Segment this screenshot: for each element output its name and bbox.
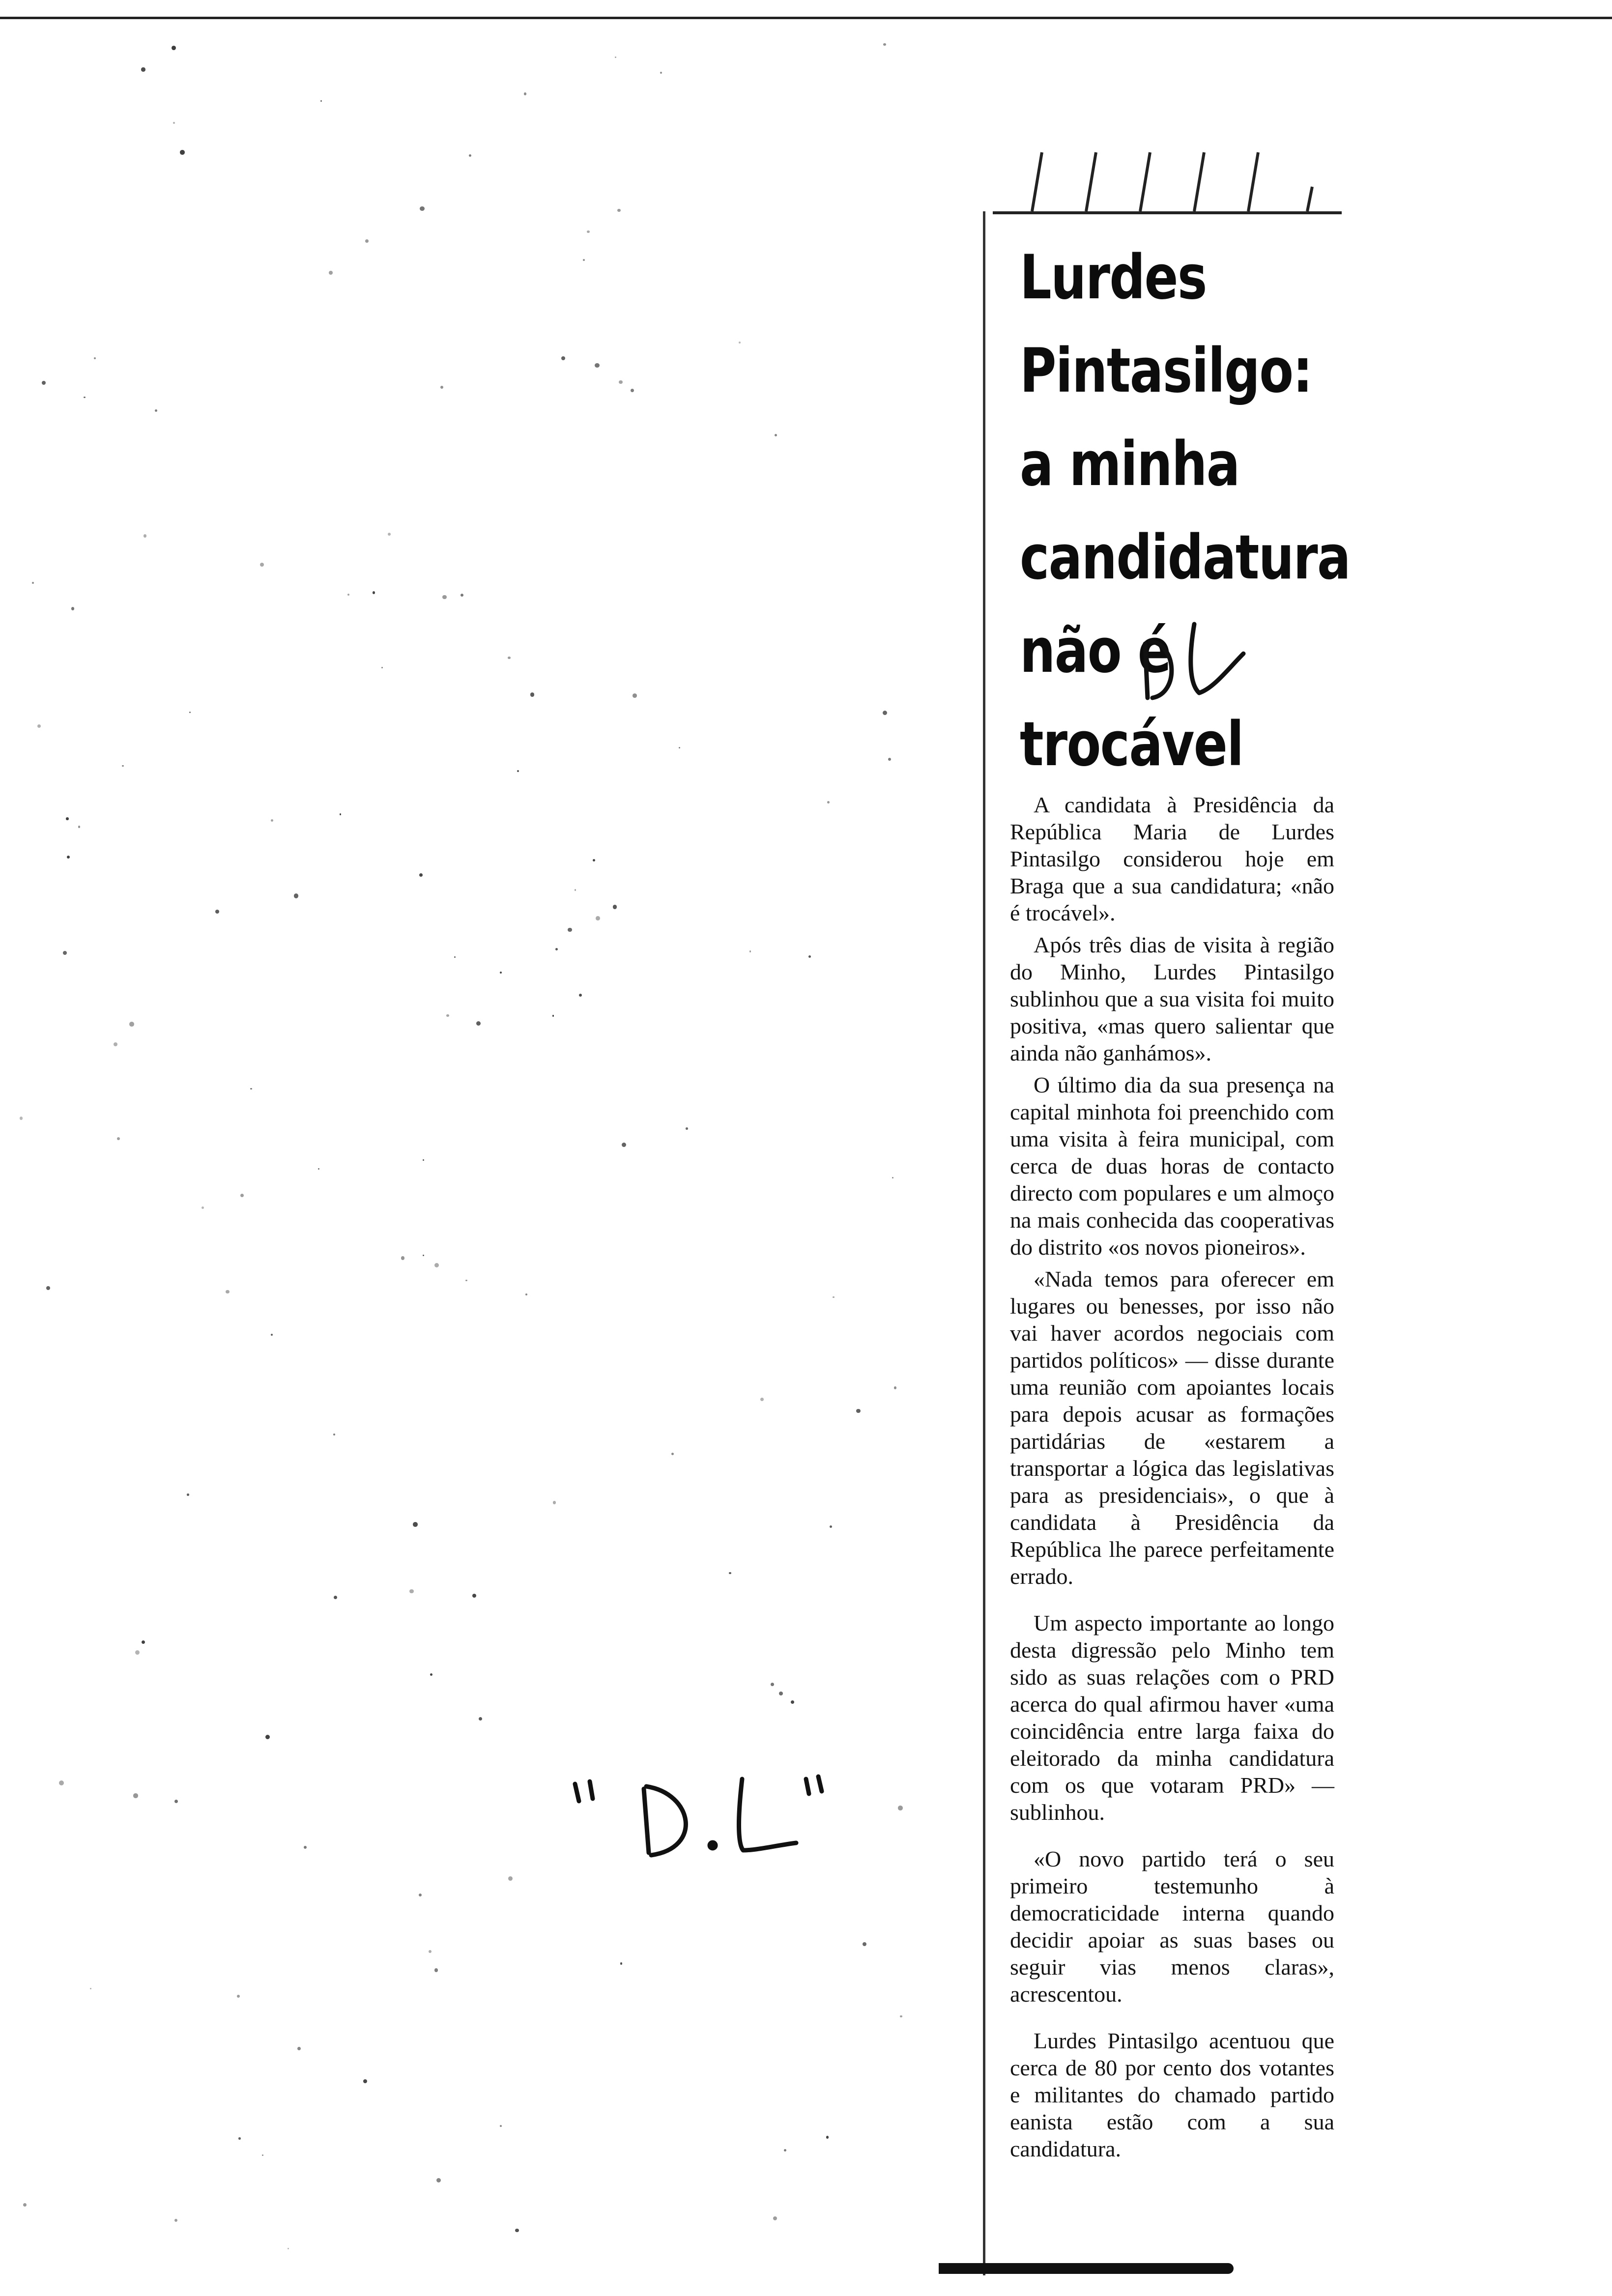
scan-speck (340, 813, 342, 815)
scan-speck (90, 1988, 92, 1990)
scan-speck (174, 2219, 177, 2222)
scan-speck (619, 380, 623, 384)
scan-speck (429, 1950, 432, 1953)
scan-speck (500, 972, 502, 974)
scan-speck (262, 2154, 263, 2156)
scan-speck (888, 758, 891, 761)
scan-speck (617, 209, 620, 212)
scan-speck (454, 956, 456, 958)
scan-speck (71, 607, 74, 610)
scan-speck (500, 2125, 502, 2127)
scan-speck (114, 1042, 117, 1046)
scan-speck (430, 1673, 432, 1676)
article-paragraph: «O novo partido terá o seu primeiro testemunho à democraticidade interna quando decidir apoiar as suas bases ou seguir vias menos claras», acrescentou. (1010, 1846, 1334, 2007)
scan-speck (856, 1409, 861, 1413)
scan-speck (826, 2136, 829, 2139)
scan-speck (660, 72, 662, 74)
scan-speck (791, 1700, 794, 1704)
scan-speck (117, 1137, 120, 1140)
scan-speck (419, 1894, 422, 1896)
scan-speck (189, 712, 191, 713)
scan-speck (900, 2015, 902, 2018)
scan-speck (271, 819, 273, 822)
scan-speck (59, 1780, 64, 1785)
scan-speck (508, 657, 510, 659)
scan-speck (173, 122, 175, 124)
scan-speck (863, 1942, 866, 1946)
scan-speck (409, 1589, 413, 1593)
scan-speck (575, 889, 576, 891)
scan-speck (202, 1206, 204, 1209)
scan-speck (479, 1717, 482, 1721)
scan-speck (553, 1501, 556, 1504)
scan-speck (141, 67, 145, 71)
scan-speck (144, 534, 146, 537)
scan-speck (622, 1143, 626, 1147)
scan-speck (633, 693, 637, 698)
scan-speck (883, 711, 887, 715)
scan-speck (37, 724, 41, 728)
scan-speck (180, 150, 185, 155)
scan-speck (363, 2079, 367, 2083)
scan-speck (465, 1280, 467, 1282)
scan-speck (771, 1683, 774, 1686)
scan-speck (760, 1398, 764, 1401)
scan-speck (423, 1159, 425, 1161)
article-paragraph: O último dia da sua presença na capital minhota foi preenchido com uma visita à feira municipal, com cerca de duas horas de contacto directo com populares e um almoço na mais conhecida das cooperativas do distrito «os novos pioneiros». (1010, 1072, 1334, 1260)
headline-line: a minha (1020, 429, 1239, 500)
scan-speck (365, 239, 369, 243)
scan-speck (739, 342, 741, 344)
headline-line: não é (1020, 616, 1171, 687)
scan-speck (587, 230, 590, 233)
scan-speck (133, 1793, 138, 1798)
scan-speck (240, 1194, 244, 1197)
headline-line: trocável (1020, 709, 1243, 780)
scan-speck (749, 950, 751, 952)
scan-speck (434, 1263, 439, 1267)
scan-speck (729, 1572, 731, 1574)
scan-speck (67, 856, 70, 859)
scan-speck (320, 100, 322, 102)
scan-speck (265, 1735, 270, 1739)
scan-speck (318, 1168, 320, 1170)
scan-speck (420, 206, 425, 211)
scan-speck (827, 801, 830, 804)
scan-speck (250, 1088, 252, 1090)
scan-speck (436, 2178, 441, 2182)
scan-speck (333, 1434, 335, 1435)
scan-speck (596, 916, 600, 920)
scan-speck (122, 765, 124, 767)
article-body (1010, 791, 1334, 2167)
top-edge-rule (0, 17, 1612, 19)
scan-speck (288, 2248, 289, 2249)
scan-speck (472, 1594, 477, 1598)
scan-speck (530, 692, 535, 697)
scan-speck (508, 1876, 513, 1881)
handwritten-dl-quote (565, 1759, 840, 1867)
scan-speck (297, 2047, 301, 2050)
scan-speck (23, 2203, 27, 2207)
scan-speck (381, 667, 383, 668)
scan-speck (469, 154, 471, 157)
article-paragraph: Um aspecto importante ao longo desta digressão pelo Minho tem sido as suas relações com o PRD acerca do qual afirmou haver «uma coincidência entre larga faixa do eleitorado da minha candidatura com os que votaram PRD» — sublinhou. (1010, 1610, 1334, 1825)
scan-speck (631, 389, 634, 392)
scan-speck (615, 57, 616, 58)
scan-speck (784, 2149, 787, 2152)
scan-speck (779, 1692, 783, 1695)
scan-speck (94, 357, 96, 359)
scan-speck (401, 1256, 405, 1260)
scan-speck (174, 1800, 178, 1803)
scan-speck (294, 893, 298, 898)
scan-speck (32, 582, 34, 584)
scan-speck (773, 2216, 777, 2220)
scan-speck (552, 1015, 554, 1017)
scan-speck (442, 595, 446, 599)
column-rule (983, 211, 985, 2275)
scan-speck (142, 1640, 145, 1644)
scan-speck (593, 859, 595, 861)
scan-speck (476, 1021, 481, 1026)
scan-speck (187, 1493, 189, 1496)
scan-speck (46, 1286, 50, 1290)
scan-speck (172, 46, 176, 50)
scan-speck (579, 994, 582, 997)
scan-speck (63, 951, 67, 955)
scan-speck (135, 1650, 140, 1655)
scan-speck (20, 1117, 23, 1119)
scan-speck (808, 955, 811, 958)
scan-speck (830, 1525, 833, 1528)
scan-speck (260, 563, 264, 567)
scan-speck (568, 928, 572, 932)
scan-speck (517, 770, 519, 772)
newspaper-clipping (963, 133, 1351, 2246)
scan-speck (238, 2137, 241, 2140)
scan-speck (561, 356, 565, 360)
scan-speck (66, 817, 68, 820)
scan-speck (446, 1014, 449, 1017)
scan-speck (440, 386, 443, 389)
scan-speck (613, 905, 617, 909)
scan-speck (892, 1177, 893, 1178)
scan-speck (679, 747, 680, 748)
scan-speck (334, 1596, 337, 1599)
article-paragraph: Lurdes Pintasilgo acentuou que cerca de 80 por cento dos votantes e militantes do chamado partido eanista estão com a sua candidatura. (1010, 2028, 1334, 2161)
scan-speck (226, 1290, 229, 1293)
scan-speck (620, 1962, 623, 1965)
headline-line: Lurdes (1020, 242, 1207, 313)
scan-speck (686, 1127, 688, 1130)
scan-speck (373, 591, 375, 594)
scan-speck (898, 1806, 903, 1810)
scan-speck (434, 1968, 438, 1972)
bottom-rule (939, 2263, 1234, 2274)
scan-speck (423, 1255, 424, 1256)
scan-speck (42, 381, 46, 385)
scan-speck (894, 1386, 896, 1389)
scan-speck (461, 594, 463, 597)
scan-speck (583, 259, 585, 261)
scan-speck (271, 1334, 273, 1336)
scan-speck (304, 1846, 307, 1849)
scan-speck (413, 1522, 418, 1527)
scan-speck (155, 409, 157, 412)
masthead-rule (993, 211, 1342, 214)
scan-speck (524, 92, 526, 95)
scan-speck (595, 363, 599, 368)
scan-speck (388, 533, 391, 536)
article-paragraph: Após três dias de visita à região do Minho, Lurdes Pintasilgo sublinhou que a sua visita foi muito positiva, «mas quero salientar que ainda não ganhámos». (1010, 932, 1334, 1065)
scan-speck (525, 1293, 527, 1295)
scan-speck (84, 397, 86, 399)
scan-speck (129, 1022, 134, 1027)
scan-speck (215, 910, 219, 914)
headline-line: Pintasilgo: (1020, 336, 1312, 406)
headline-line: candidatura (1020, 522, 1351, 593)
scan-speck (419, 873, 423, 877)
scan-speck (833, 1296, 835, 1298)
handwritten-dl-mark (1130, 614, 1258, 713)
scan-speck (237, 1995, 240, 1998)
article-paragraph: «Nada temos para oferecer em lugares ou benesses, por isso não vai haver acordos negociais com partidos políticos» — disse durante uma reunião com apoiantes locais para depois acusar as formações partidárias de «estarem a transportar a lógica das legislativas para as presidenciais», o que à candidata à Presidência da República lhe parece perfeitamente errado. (1010, 1266, 1334, 1589)
scan-speck (671, 1453, 674, 1455)
scan-speck (78, 826, 81, 828)
scan-speck (329, 271, 333, 275)
scan-speck (555, 948, 558, 950)
scan-speck (775, 434, 777, 436)
scan-speck (347, 594, 350, 596)
masthead-rule-bars (993, 143, 1342, 216)
article-paragraph: A candidata à Presidência da República Maria de Lurdes Pintasilgo considerou hoje em Braga que a sua candidatura; «não é trocável». (1010, 792, 1334, 925)
scan-speck (883, 43, 886, 46)
scan-speck (515, 2229, 518, 2232)
